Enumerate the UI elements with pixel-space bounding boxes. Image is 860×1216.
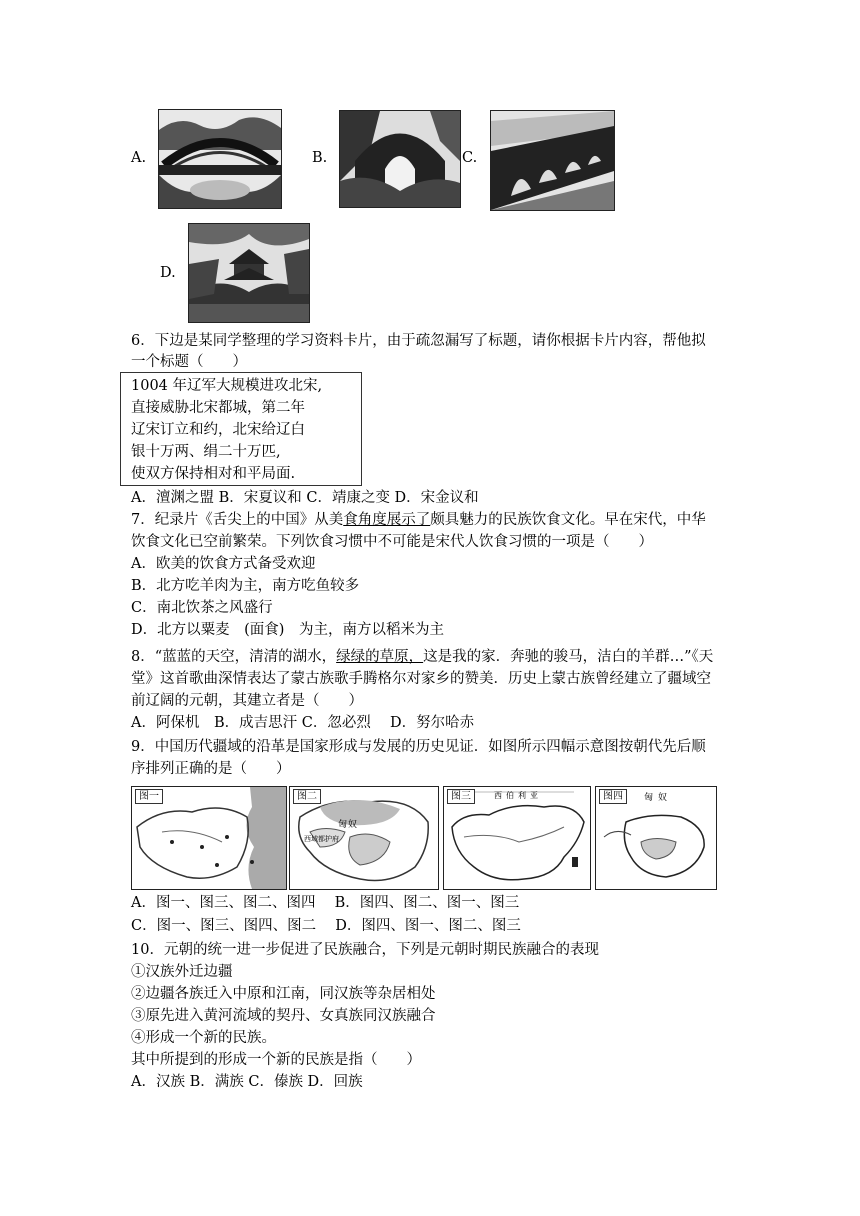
pavilion-bridge-photo — [188, 223, 310, 323]
q9-stem-line1: 9．中国历代疆域的沿革是国家形成与发展的历史见证．如图所示四幅示意图按朝代先后顺 — [131, 739, 706, 755]
q7-option-d: D．北方以粟麦 (面食) 为主，南方以稻米为主 — [131, 622, 444, 638]
q9-options-line1: A．图一、图三、图二、图四 B．图四、图二、图一、图三 — [131, 895, 520, 911]
qing-territory-map — [443, 786, 591, 890]
study-card — [120, 372, 362, 486]
map-word: 奴 — [348, 820, 358, 830]
q7-option-a: A．欧美的饮食方式备受欢迎 — [131, 556, 316, 572]
q8-stem-line2: 堂》这首歌曲深情表达了蒙古族歌手腾格尔对家乡的赞美．历史上蒙古族曾经建立了疆域空 — [131, 671, 711, 687]
q10-item-2: ②边疆各族迁入中原和江南，同汉族等杂居相处 — [131, 986, 436, 1002]
q7-option-b: B．北方吃羊肉为主，南方吃鱼较多 — [131, 578, 360, 594]
q8-stem-line3: 前辽阔的元朝，其建立者是（ ） — [131, 693, 363, 709]
map-word: 伯 — [506, 791, 514, 800]
card-line: 辽宋订立和约，北宋给辽白 — [131, 422, 305, 438]
q7-stem-line1: 7．纪录片《舌尖上的中国》从美食角度展示了颇具魅力的民族饮食文化。早在宋代，中华 — [131, 512, 706, 528]
map-label: 图四 — [599, 789, 627, 804]
q7-option-c: C．南北饮茶之风盛行 — [131, 600, 273, 616]
tang-territory-map — [131, 786, 287, 890]
q6-stem-line1: 6．下边是某同学整理的学习资料卡片，由于疏忽漏写了标题，请你根据卡片内容，帮他拟 — [131, 333, 706, 349]
option-a-letter: A. — [131, 150, 147, 166]
q10-item-1: ①汉族外迁边疆 — [131, 964, 233, 980]
map-label: 图一 — [135, 789, 163, 804]
map-word: 匈 — [644, 793, 654, 803]
multi-arch-bridge-photo — [490, 110, 615, 211]
map-word: 亚 — [530, 791, 538, 800]
map-word: 奴 — [658, 793, 668, 803]
q10-options: A．汉族 B．满族 C．傣族 D．回族 — [131, 1074, 363, 1090]
han-territory-map — [595, 786, 717, 890]
map-word: 西域都护府 — [304, 835, 339, 843]
option-c-letter: C. — [462, 150, 478, 166]
map-word: 西 — [494, 791, 502, 800]
q7-stem-line2: 饮食文化已空前繁荣。下列饮食习惯中不可能是宋代人饮食习惯的一项是（ ） — [131, 534, 653, 550]
q10-stem: 10．元朝的统一进一步促进了民族融合，下列是元朝时期民族融合的表现 — [131, 942, 599, 958]
q9-options-line2: C．图一、图三、图四、图二 D．图四、图一、图二、图三 — [131, 918, 521, 934]
yuan-territory-map — [289, 786, 439, 890]
q8-stem-line1: 8．“蓝蓝的天空，清清的湖水，绿绿的草原，这是我的家．奔驰的骏马，洁白的羊群…”《天 — [131, 649, 714, 665]
card-line: 使双方保持相对和平局面. — [131, 466, 296, 482]
q6-options: A．澶渊之盟 B．宋夏议和 C．靖康之变 D．宋金议和 — [131, 490, 479, 506]
q10-item-3: ③原先进入黄河流域的契丹、女真族同汉族融合 — [131, 1008, 436, 1024]
map-label: 图三 — [447, 789, 475, 804]
card-line: 直接威胁北宋都城，第二年 — [131, 400, 305, 416]
q8-options: A．阿保机 B．成吉思汗 C．忽必烈 D．努尔哈赤 — [131, 715, 475, 731]
map-word: 利 — [518, 791, 526, 800]
map-label: 图二 — [293, 789, 321, 804]
stone-arch-bridge-photo — [339, 110, 461, 208]
option-b-letter: B. — [312, 150, 328, 166]
q9-stem-line2: 序排列正确的是（ ） — [131, 761, 291, 777]
q10-item-4: ④形成一个新的民族。 — [131, 1030, 276, 1046]
card-line: 1004 年辽军大规模进攻北宋, — [131, 378, 323, 394]
arch-bridge-photo — [158, 109, 282, 209]
option-d-letter: D. — [160, 265, 176, 281]
card-line: 银十万两、绢二十万匹, — [131, 444, 281, 460]
map-word: 匈 — [338, 820, 348, 830]
q10-question: 其中所提到的形成一个新的民族是指（ ） — [131, 1052, 421, 1068]
q6-stem-line2: 一个标题（ ） — [131, 354, 247, 370]
